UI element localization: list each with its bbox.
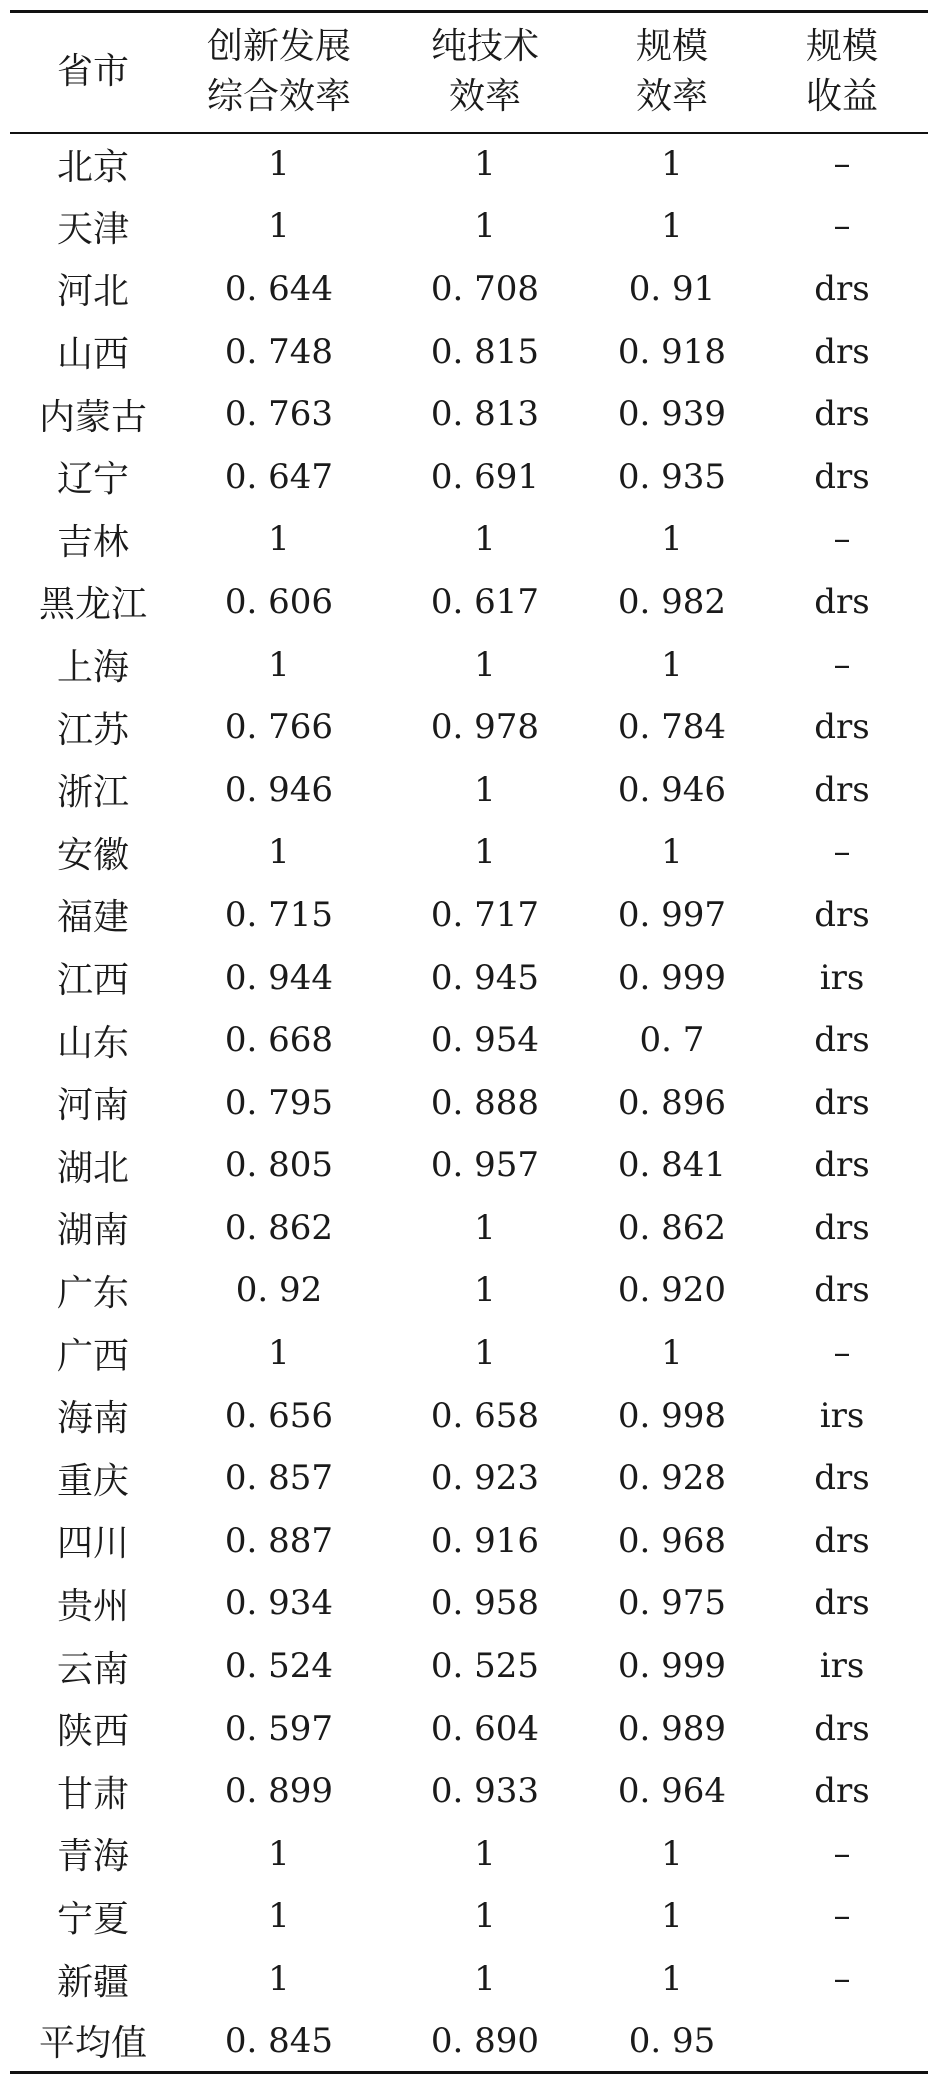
table-header	[10, 12, 928, 133]
technical-efficiency-cell: 0. 717	[430, 894, 540, 935]
efficiency-table	[10, 10, 928, 2074]
table-row	[10, 133, 928, 196]
returns-to-scale-cell: –	[833, 1896, 851, 1937]
overall-efficiency-cell: 0. 606	[224, 581, 334, 622]
scale-efficiency-cell: 0. 999	[617, 957, 727, 998]
overall-efficiency-cell: 0. 795	[224, 1082, 334, 1123]
province-cell: 福建	[56, 897, 129, 939]
returns-to-scale-cell: drs	[814, 1020, 870, 1061]
returns-to-scale-cell: –	[833, 1833, 851, 1874]
header-province	[10, 12, 176, 133]
table-body	[10, 133, 928, 2073]
returns-to-scale-cell: drs	[814, 707, 870, 748]
province-cell: 河南	[56, 1085, 129, 1127]
province-cell: 山西	[56, 334, 129, 376]
province-cell: 上海	[56, 647, 129, 689]
province-cell: 甘肃	[56, 1773, 129, 1815]
returns-to-scale-cell: –	[833, 144, 851, 185]
returns-to-scale-cell: drs	[814, 1145, 870, 1186]
table-row	[10, 1197, 928, 1260]
table-row	[10, 571, 928, 634]
header-line: 创新发展	[206, 26, 351, 68]
province-cell: 河北	[56, 271, 129, 313]
table-row	[10, 445, 928, 508]
overall-efficiency-cell: 0. 524	[224, 1646, 334, 1687]
scale-efficiency-cell: 1	[661, 1896, 683, 1937]
scale-efficiency-cell: 1	[661, 144, 683, 185]
table-row	[10, 258, 928, 321]
header-line: 效率	[635, 76, 708, 118]
overall-efficiency-cell: 0. 857	[224, 1458, 334, 1499]
province-cell: 平均值	[10, 2010, 176, 2073]
returns-to-scale-cell: drs	[814, 1207, 870, 1248]
table-row	[10, 821, 928, 884]
header-returns-to-scale	[756, 12, 928, 133]
scale-efficiency-cell: 0. 997	[617, 894, 727, 935]
scale-efficiency-cell: 0. 862	[617, 1207, 727, 1248]
table-row	[10, 696, 928, 759]
header-line: 省市	[56, 51, 129, 93]
overall-efficiency-cell: 0. 805	[224, 1145, 334, 1186]
scale-efficiency-cell: 1	[661, 1833, 683, 1874]
overall-efficiency-cell: 1	[268, 832, 290, 873]
overall-efficiency-cell: 0. 748	[224, 331, 334, 372]
returns-to-scale-cell: drs	[814, 894, 870, 935]
table-row	[10, 320, 928, 383]
header-line: 综合效率	[206, 76, 351, 118]
table-row	[10, 758, 928, 821]
scale-efficiency-cell: 0. 989	[617, 1708, 727, 1749]
technical-efficiency-cell: 0. 813	[430, 394, 540, 435]
scale-efficiency-cell: 0. 998	[617, 1395, 727, 1436]
returns-to-scale-cell: drs	[814, 1082, 870, 1123]
returns-to-scale-cell: –	[833, 519, 851, 560]
scale-efficiency-cell: 0. 982	[617, 581, 727, 622]
technical-efficiency-cell: 1	[474, 1207, 496, 1248]
overall-efficiency-cell: 1	[268, 144, 290, 185]
scale-efficiency-cell: 0. 928	[617, 1458, 727, 1499]
header-line: 收益	[805, 76, 878, 118]
table-row	[10, 1572, 928, 1635]
technical-efficiency-cell: 0. 658	[430, 1395, 540, 1436]
returns-to-scale-cell: drs	[814, 1270, 870, 1311]
province-cell: 辽宁	[56, 459, 129, 501]
table-row	[10, 1322, 928, 1385]
returns-to-scale-cell: drs	[814, 456, 870, 497]
technical-efficiency-cell: 0. 888	[430, 1082, 540, 1123]
overall-efficiency-cell: 1	[268, 519, 290, 560]
technical-efficiency-cell: 0. 954	[430, 1020, 540, 1061]
province-cell: 安徽	[56, 834, 129, 876]
header-row	[10, 12, 928, 133]
scale-efficiency-cell: 0. 920	[617, 1270, 727, 1311]
table-row	[10, 1510, 928, 1573]
province-cell: 广西	[56, 1335, 129, 1377]
overall-efficiency-cell: 0. 944	[224, 957, 334, 998]
technical-efficiency-cell: 1	[474, 519, 496, 560]
overall-efficiency-cell: 1	[268, 1333, 290, 1374]
province-cell: 广东	[56, 1272, 129, 1314]
overall-efficiency-cell: 0. 715	[224, 894, 334, 935]
table-row	[10, 1697, 928, 1760]
returns-to-scale-cell: drs	[814, 268, 870, 309]
table-row	[10, 1635, 928, 1698]
returns-to-scale-cell: drs	[814, 1771, 870, 1812]
technical-efficiency-cell: 0. 708	[430, 268, 540, 309]
overall-efficiency-cell: 0. 92	[235, 1270, 323, 1311]
technical-efficiency-cell: 1	[474, 1833, 496, 1874]
returns-to-scale-cell: drs	[814, 1583, 870, 1624]
province-cell: 海南	[56, 1398, 129, 1440]
table-row	[10, 195, 928, 258]
header-line: 规模	[635, 26, 708, 68]
province-cell: 陕西	[56, 1711, 129, 1753]
table-row	[10, 1134, 928, 1197]
overall-efficiency-cell: 0. 899	[224, 1771, 334, 1812]
overall-efficiency-cell: 1	[268, 644, 290, 685]
province-cell: 云南	[56, 1648, 129, 1690]
technical-efficiency-cell: 0. 957	[430, 1145, 540, 1186]
scale-efficiency-cell: 0. 91	[628, 268, 716, 309]
scale-efficiency-cell: 1	[661, 1959, 683, 2000]
table-row	[10, 884, 928, 947]
returns-to-scale-cell: drs	[814, 1520, 870, 1561]
table-row	[10, 1885, 928, 1948]
table-row	[10, 383, 928, 446]
province-cell: 内蒙古	[38, 396, 147, 438]
returns-to-scale-cell: –	[833, 1959, 851, 2000]
overall-efficiency-cell: 1	[268, 1959, 290, 2000]
scale-efficiency-cell: 0. 841	[617, 1145, 727, 1186]
province-cell: 黑龙江	[38, 584, 147, 626]
table-row	[10, 1071, 928, 1134]
table-row	[10, 1760, 928, 1823]
overall-efficiency-cell: 0. 766	[224, 707, 334, 748]
technical-efficiency-cell: 1	[474, 1959, 496, 2000]
table-row	[10, 1009, 928, 1072]
table-row	[10, 1384, 928, 1447]
returns-to-scale-cell: drs	[814, 1708, 870, 1749]
province-cell: 湖南	[56, 1210, 129, 1252]
province-cell: 天津	[56, 208, 129, 250]
header-technical-efficiency	[382, 12, 588, 133]
province-cell: 吉林	[56, 521, 129, 563]
table-row	[10, 1823, 928, 1886]
province-cell: 宁夏	[56, 1898, 129, 1940]
technical-efficiency-cell: 0. 815	[430, 331, 540, 372]
technical-efficiency-cell: 0. 617	[430, 581, 540, 622]
header-line: 效率	[448, 76, 521, 118]
technical-efficiency-cell: 1	[474, 1896, 496, 1937]
returns-to-scale-cell: drs	[814, 394, 870, 435]
returns-to-scale-cell: –	[833, 644, 851, 685]
technical-efficiency-cell: 0. 916	[430, 1520, 540, 1561]
technical-efficiency-cell: 0. 945	[430, 957, 540, 998]
overall-efficiency-cell: 1	[268, 206, 290, 247]
technical-efficiency-cell: 0. 958	[430, 1583, 540, 1624]
overall-efficiency-cell: 0. 647	[224, 456, 334, 497]
scale-efficiency-cell: 1	[661, 832, 683, 873]
technical-efficiency-cell: 1	[474, 1270, 496, 1311]
returns-to-scale-cell: –	[833, 832, 851, 873]
returns-to-scale-cell: irs	[819, 957, 865, 998]
province-cell: 北京	[56, 146, 129, 188]
province-cell: 湖北	[56, 1147, 129, 1189]
table-row	[10, 508, 928, 571]
returns-to-scale-cell: irs	[819, 1395, 865, 1436]
returns-to-scale-cell: drs	[814, 1458, 870, 1499]
technical-efficiency-cell: 1	[474, 206, 496, 247]
scale-efficiency-cell: 0. 946	[617, 769, 727, 810]
province-cell: 山东	[56, 1022, 129, 1064]
scale-efficiency-cell: 0. 968	[617, 1520, 727, 1561]
header-overall-efficiency	[176, 12, 382, 133]
province-cell: 江苏	[56, 709, 129, 751]
header-line: 纯技术	[430, 26, 539, 68]
table-row	[10, 946, 928, 1009]
overall-efficiency-cell: 1	[268, 1833, 290, 1874]
overall-efficiency-cell: 0. 656	[224, 1395, 334, 1436]
technical-efficiency-cell: 0. 923	[430, 1458, 540, 1499]
table-row	[10, 1447, 928, 1510]
header-line: 规模	[805, 26, 878, 68]
technical-efficiency-cell: 1	[474, 832, 496, 873]
returns-to-scale-cell: drs	[814, 769, 870, 810]
overall-efficiency-cell: 0. 934	[224, 1583, 334, 1624]
returns-to-scale-cell: –	[833, 1333, 851, 1374]
technical-efficiency-cell: 0. 933	[430, 1771, 540, 1812]
returns-to-scale-cell: irs	[819, 1646, 865, 1687]
province-cell: 青海	[56, 1836, 129, 1878]
returns-to-scale-cell: –	[833, 206, 851, 247]
scale-efficiency-cell: 0. 784	[617, 707, 727, 748]
technical-efficiency-cell: 1	[474, 1333, 496, 1374]
overall-efficiency-cell: 1	[268, 1896, 290, 1937]
technical-efficiency-cell: 0. 890	[382, 2010, 588, 2073]
scale-efficiency-cell: 1	[661, 519, 683, 560]
header-scale-efficiency	[588, 12, 756, 133]
overall-efficiency-cell: 0. 946	[224, 769, 334, 810]
table-row	[10, 633, 928, 696]
table-row	[10, 1259, 928, 1322]
table-row	[10, 2010, 928, 2073]
returns-to-scale-cell: drs	[814, 581, 870, 622]
scale-efficiency-cell: 0. 7	[639, 1020, 705, 1061]
scale-efficiency-cell: 0. 964	[617, 1771, 727, 1812]
province-cell: 浙江	[56, 772, 129, 814]
technical-efficiency-cell: 0. 691	[430, 456, 540, 497]
technical-efficiency-cell: 1	[474, 644, 496, 685]
overall-efficiency-cell: 0. 644	[224, 268, 334, 309]
technical-efficiency-cell: 1	[474, 144, 496, 185]
scale-efficiency-cell: 1	[661, 1333, 683, 1374]
province-cell: 四川	[56, 1523, 129, 1565]
table-row	[10, 1948, 928, 2011]
scale-efficiency-cell: 0. 999	[617, 1646, 727, 1687]
technical-efficiency-cell: 0. 525	[430, 1646, 540, 1687]
scale-efficiency-cell: 0. 939	[617, 394, 727, 435]
scale-efficiency-cell: 0. 896	[617, 1082, 727, 1123]
technical-efficiency-cell: 1	[474, 769, 496, 810]
province-cell: 江西	[56, 960, 129, 1002]
overall-efficiency-cell: 0. 763	[224, 394, 334, 435]
scale-efficiency-cell: 1	[661, 644, 683, 685]
scale-efficiency-cell: 0. 935	[617, 456, 727, 497]
overall-efficiency-cell: 0. 597	[224, 1708, 334, 1749]
overall-efficiency-cell: 0. 862	[224, 1207, 334, 1248]
scale-efficiency-cell: 0. 918	[617, 331, 727, 372]
scale-efficiency-cell: 0. 975	[617, 1583, 727, 1624]
technical-efficiency-cell: 0. 978	[430, 707, 540, 748]
scale-efficiency-cell: 0. 95	[588, 2010, 756, 2073]
province-cell: 新疆	[56, 1961, 129, 2003]
returns-to-scale-cell: drs	[814, 331, 870, 372]
returns-to-scale-cell	[756, 2010, 928, 2073]
province-cell: 贵州	[56, 1585, 129, 1627]
overall-efficiency-cell: 0. 887	[224, 1520, 334, 1561]
technical-efficiency-cell: 0. 604	[430, 1708, 540, 1749]
overall-efficiency-cell: 0. 668	[224, 1020, 334, 1061]
overall-efficiency-cell: 0. 845	[176, 2010, 382, 2073]
province-cell: 重庆	[56, 1460, 129, 1502]
scale-efficiency-cell: 1	[661, 206, 683, 247]
